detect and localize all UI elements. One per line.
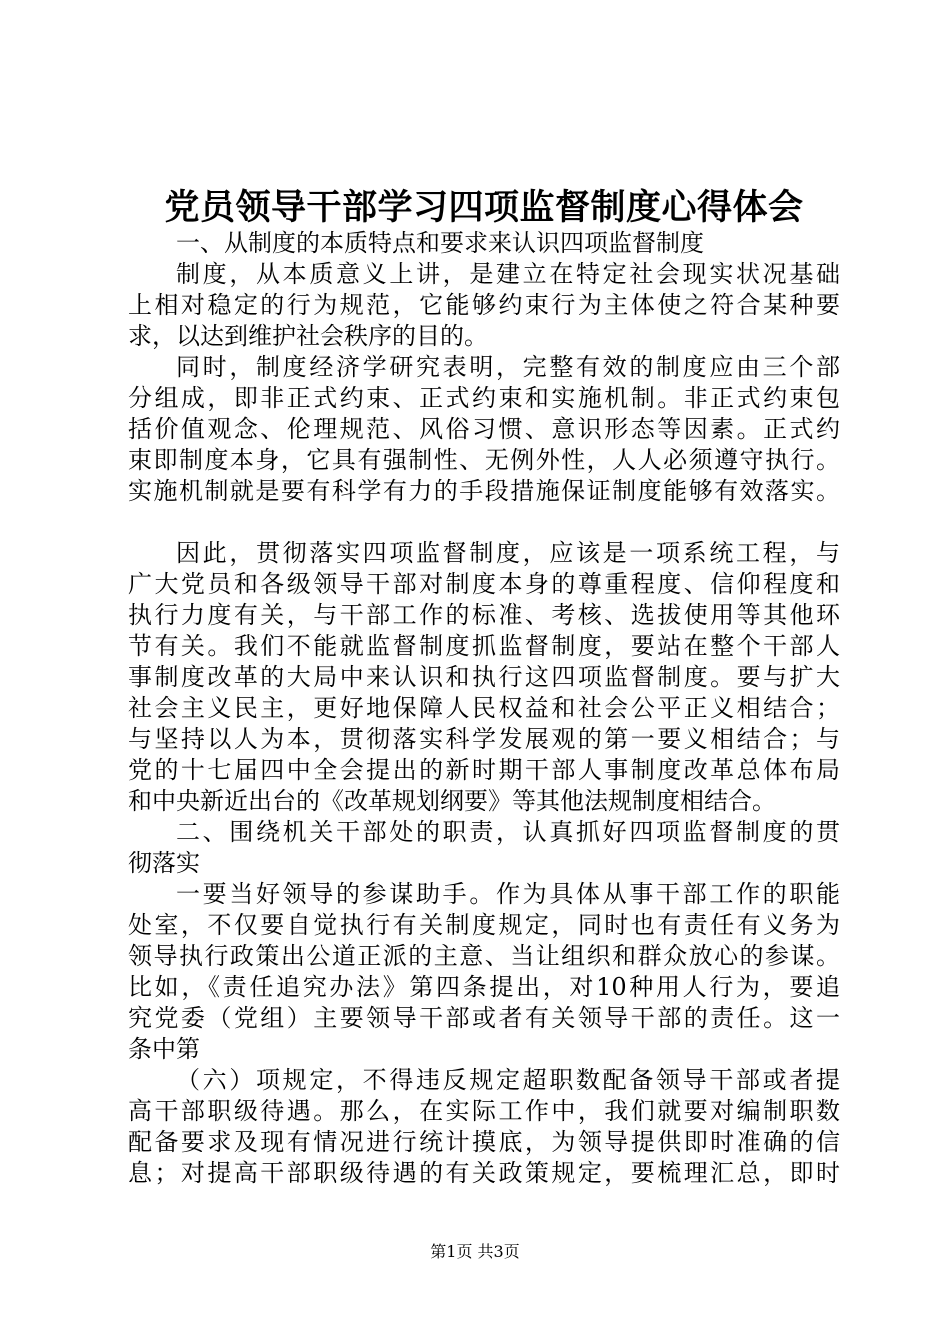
paragraph-line: 同时，制度经济学研究表明，完整有效的制度应由三个部	[176, 353, 840, 381]
paragraph-gap	[128, 507, 840, 538]
paragraph-line: 束即制度本身，它具有强制性、无例外性，人人必须遵守执行。	[128, 446, 840, 474]
paragraph-line: 求，以达到维护社会秩序的目的。	[128, 322, 488, 350]
paragraph-line: 因此，贯彻落实四项监督制度，应该是一项系统工程，与	[176, 539, 840, 567]
document-page	[128, 176, 840, 1189]
page-footer: 第1页 共3页	[430, 1242, 520, 1261]
paragraph-line: 节有关。我们不能就监督制度抓监督制度，要站在整个干部人	[128, 632, 840, 660]
section-heading-line: 彻落实	[128, 849, 200, 877]
paragraph-line: 处室，不仅要自觉执行有关制度规定，同时也有责任有义务为	[128, 911, 840, 939]
paragraph-line: 制度，从本质意义上讲，是建立在特定社会现实状况基础	[176, 260, 840, 288]
paragraph-line: 条中第	[128, 1035, 200, 1063]
paragraph-line: 高干部职级待遇。那么，在实际工作中，我们就要对编制职数	[128, 1097, 840, 1125]
section-heading-line: 二、围绕机关干部处的职责，认真抓好四项监督制度的贯	[176, 818, 840, 846]
paragraph-line: 一要当好领导的参谋助手。作为具体从事干部工作的职能	[176, 880, 840, 908]
paragraph-line: 和中央新近出台的《改革规划纲要》等其他法规制度相结合。	[128, 787, 776, 815]
paragraph-line: 事制度改革的大局中来认识和执行这四项监督制度。要与扩大	[128, 663, 840, 691]
paragraph-line: （六）项规定，不得违反规定超职数配备领导干部或者提	[176, 1066, 840, 1094]
paragraph-line: 实施机制就是要有科学有力的手段措施保证制度能够有效落实。	[128, 477, 840, 505]
paragraph-line: 究党委（党组）主要领导干部或者有关领导干部的责任。这一	[128, 1004, 840, 1032]
paragraph-line: 分组成，即非正式约束、正式约束和实施机制。非正式约束包	[128, 384, 840, 412]
paragraph-line: 括价值观念、伦理规范、风俗习惯、意识形态等因素。正式约	[128, 415, 840, 443]
paragraph-line: 比如，《责任追究办法》第四条提出，对10种用人行为，要追	[128, 973, 840, 1001]
paragraph-line: 上相对稳定的行为规范，它能够约束行为主体使之符合某种要	[128, 291, 840, 319]
paragraph-line: 党的十七届四中全会提出的新时期干部人事制度改革总体布局	[128, 756, 840, 784]
paragraph-line: 领导执行政策出公道正派的主意、当让组织和群众放心的参谋。	[128, 942, 840, 970]
paragraph-line: 与坚持以人为本，贯彻落实科学发展观的第一要义相结合；与	[128, 725, 840, 753]
paragraph-line: 配备要求及现有情况进行统计摸底，为领导提供即时准确的信	[128, 1128, 840, 1156]
document-title: 党员领导干部学习四项监督制度心得体会	[164, 188, 804, 228]
paragraph-line: 社会主义民主，更好地保障人民权益和社会公平正义相结合；	[128, 694, 840, 722]
paragraph-line: 广大党员和各级领导干部对制度本身的尊重程度、信仰程度和	[128, 570, 840, 598]
paragraph-line: 一、从制度的本质特点和要求来认识四项监督制度	[176, 229, 704, 257]
paragraph-line: 执行力度有关，与干部工作的标准、考核、选拔使用等其他环	[128, 601, 840, 629]
paragraph-line: 息；对提高干部职级待遇的有关政策规定，要梳理汇总，即时	[128, 1159, 840, 1187]
